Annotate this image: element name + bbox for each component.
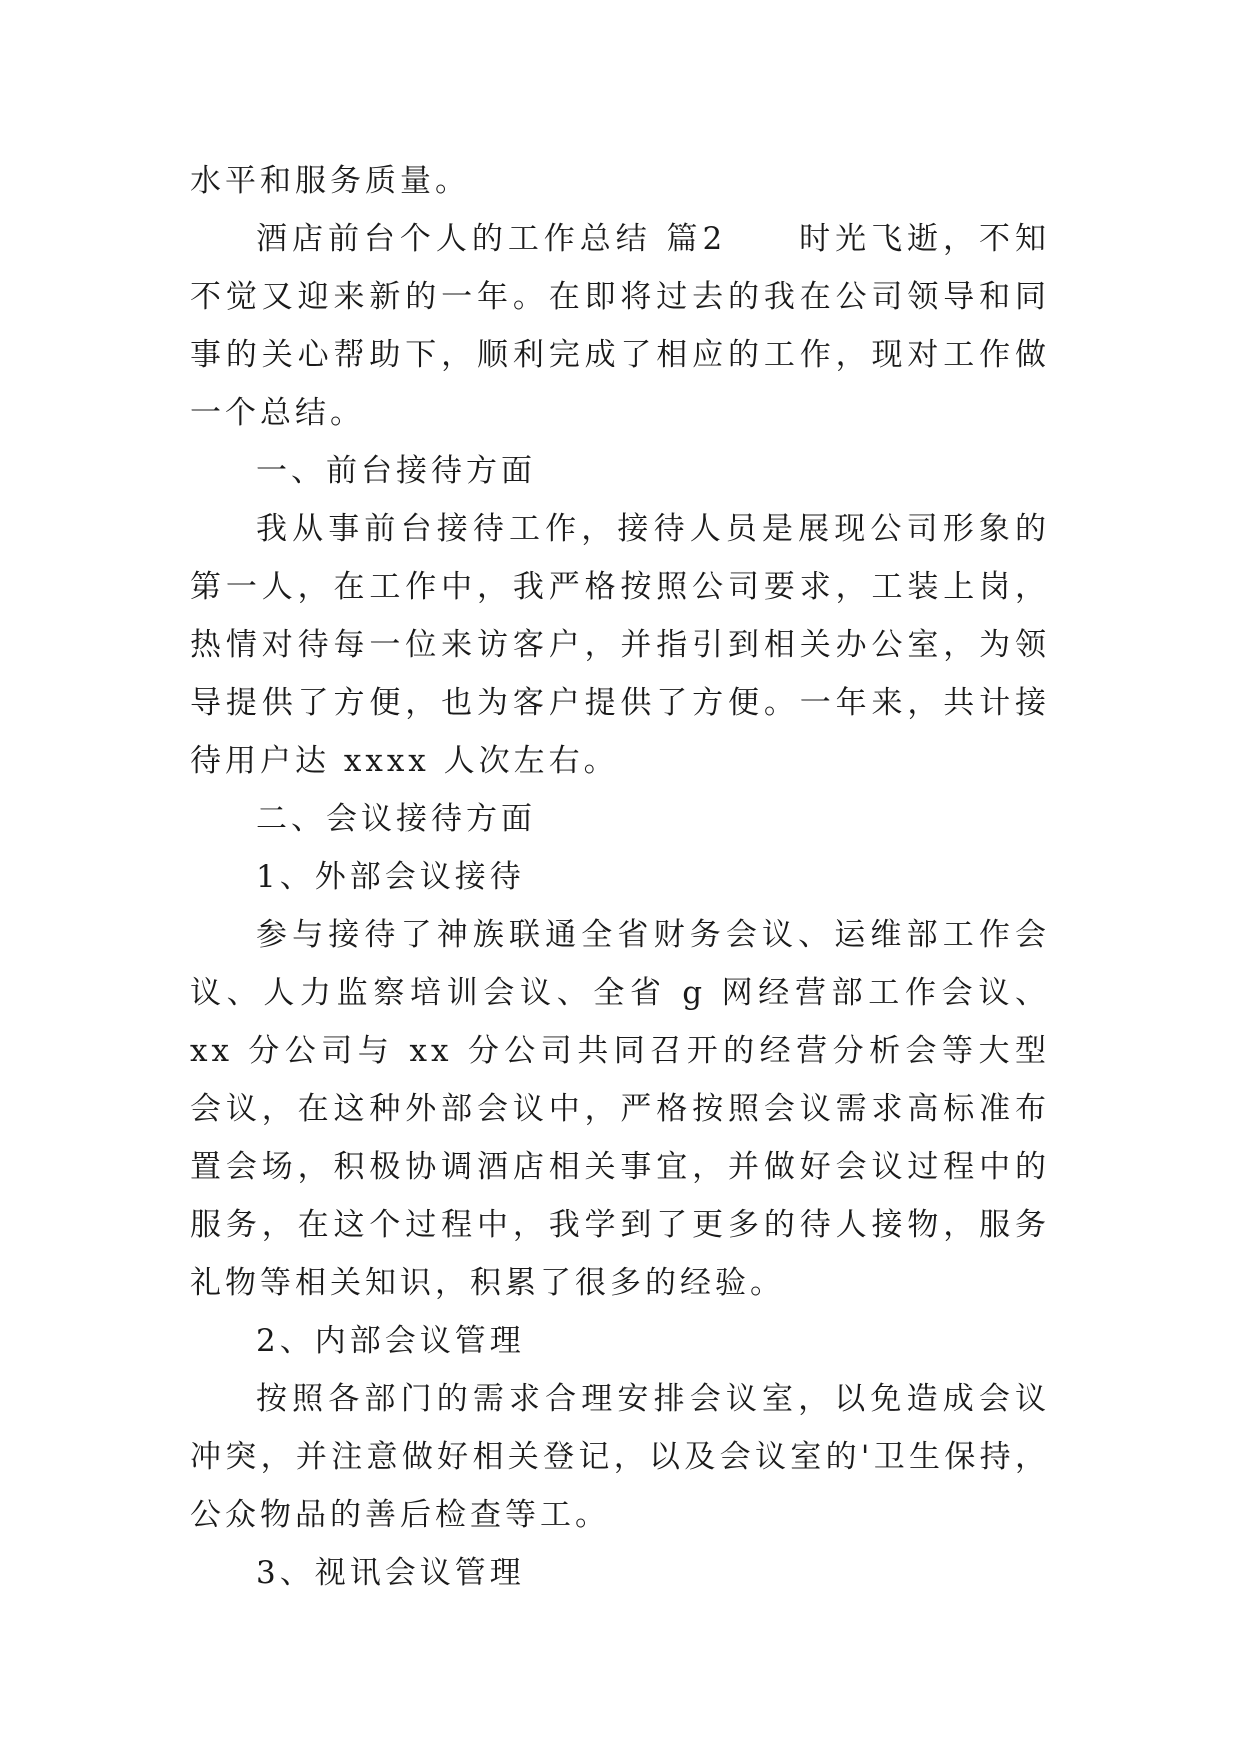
document-body	[190, 152, 1050, 1602]
paragraph-front-desk: 我从事前台接待工作，接待人员是展现公司形象的第一人，在工作中，我严格按照公司要求，工装上岗，热情对待每一位来访客户，并指引到相关办公室，为领导提供了方便，也为客户提供了方便。一年来，共计接待用户达 xxxx 人次左右。	[190, 511, 1050, 779]
paragraph-internal: 按照各部门的需求合理安排会议室，以免造成会议冲突，并注意做好相关登记，以及会议室的'卫生保持，公众物品的善后检查等工。	[190, 1381, 1050, 1533]
subsection-heading-external: 1、外部会议接待	[256, 859, 525, 895]
section-heading-front-desk: 一、前台接待方面	[256, 453, 536, 489]
paragraph-continued: 水平和服务质量。	[190, 163, 470, 199]
section-heading-meeting: 二、会议接待方面	[256, 801, 536, 837]
subsection-heading-internal: 2、内部会议管理	[256, 1323, 525, 1359]
paragraph-intro: 酒店前台个人的工作总结 篇2 时光飞逝，不知不觉又迎来新的一年。在即将过去的我在公司领导和同事的关心帮助下，顺利完成了相应的工作，现对工作做一个总结。	[190, 221, 1050, 431]
subsection-heading-video: 3、视讯会议管理	[256, 1555, 525, 1591]
paragraph-external: 参与接待了神族联通全省财务会议、运维部工作会议、人力监察培训会议、全省 g 网经营部工作会议、xx 分公司与 xx 分公司共同召开的经营分析会等大型会议，在这种外部会议中，严格按照会议需求高标准布置会场，积极协调酒店相关事宜，并做好会议过程中的服务，在这个过程中，我学到了更多的待人接物，服务礼物等相关知识，积累了很多的经验。	[190, 917, 1050, 1301]
